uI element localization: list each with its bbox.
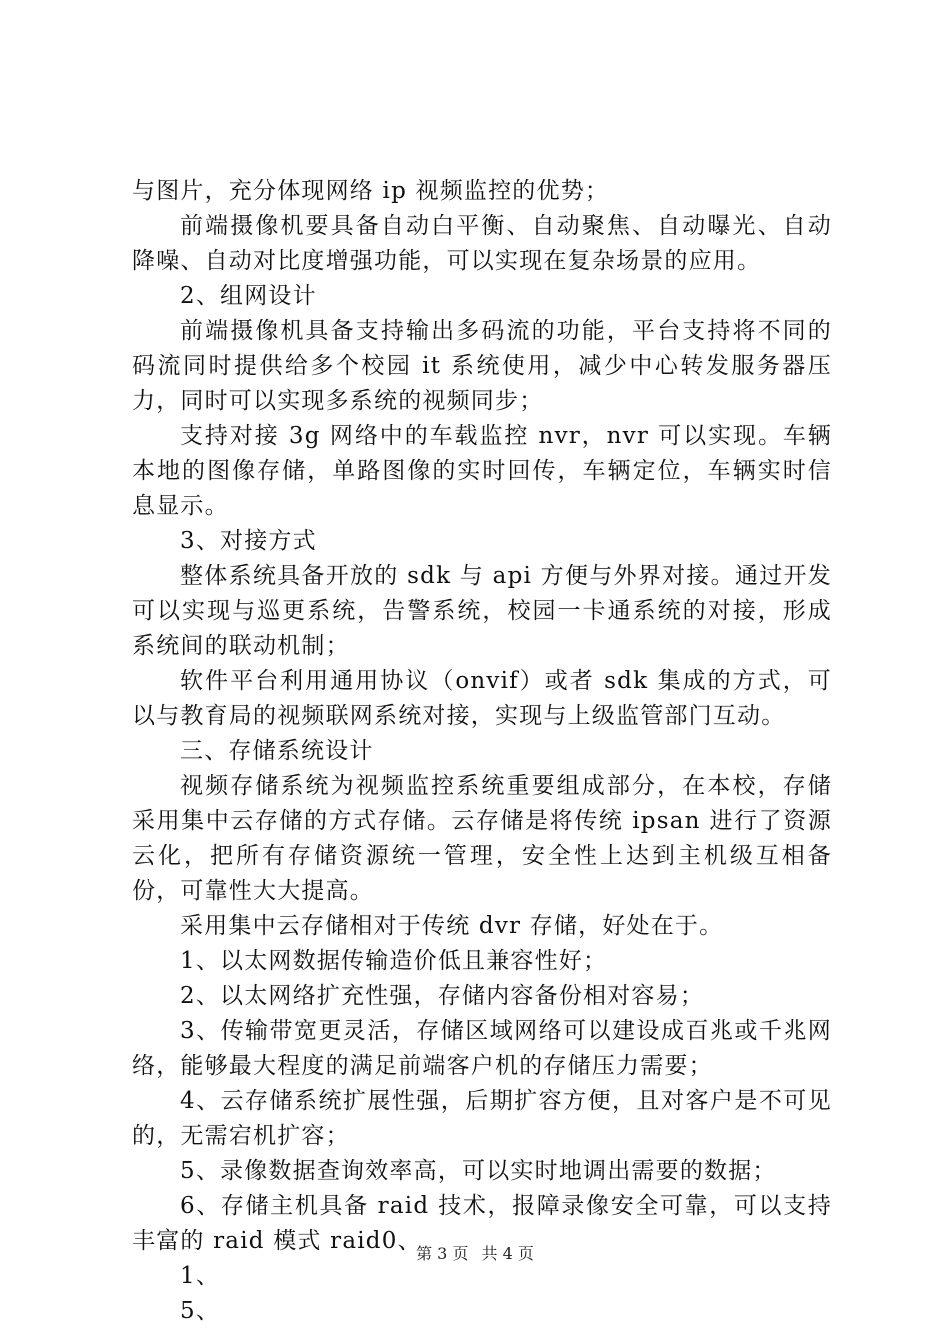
paragraph: 与图片，充分体现网络 ip 视频监控的优势； — [132, 178, 610, 204]
list-item: 6、存储主机具备 raid 技术，报障录像安全可靠，可以支持丰富的 raid 模式 raid0、 — [132, 1193, 832, 1254]
paragraph: 软件平台利用通用协议（onvif）或者 sdk 集成的方式，可以与教育局的视频联网系统对接，实现与上级监管部门互动。 — [132, 668, 832, 729]
paragraph: 整体系统具备开放的 sdk 与 api 方便与外界对接。通过开发可以实现与巡更系统，告警系统，校园一卡通系统的对接，形成系统间的联动机制； — [132, 563, 832, 659]
paragraph: 采用集中云存储相对于传统 dvr 存储，好处在于。 — [180, 913, 724, 939]
section-heading: 三、存储系统设计 — [180, 738, 374, 764]
paragraph: 支持对接 3g 网络中的车载监控 nvr，nvr 可以实现。车辆本地的图像存储，单路图像的实时回传，车辆定位，车辆实时信息显示。 — [132, 423, 832, 519]
paragraph: 视频存储系统为视频监控系统重要组成部分，在本校，存储采用集中云存储的方式存储。云存储是将传统 ipsan 进行了资源云化，把所有存储资源统一管理，安全性上达到主机级互相备份，可靠性大大提高。 — [132, 773, 832, 904]
list-item: 4、云存储系统扩展性强，后期扩容方便，且对客户是不可见的，无需宕机扩容； — [132, 1088, 832, 1149]
list-item: 5、录像数据查询效率高，可以实时地调出需要的数据； — [180, 1158, 777, 1184]
section-heading: 2、组网设计 — [180, 283, 317, 309]
page-footer — [0, 1244, 950, 1264]
list-item: 3、传输带宽更灵活，存储区域网络可以建设成百兆或千兆网络，能够最大程度的满足前端客户机的存储压力需要； — [132, 1018, 832, 1079]
paragraph: 前端摄像机要具备自动白平衡、自动聚焦、自动曝光、自动降噪、自动对比度增强功能，可以实现在复杂场景的应用。 — [132, 213, 832, 274]
list-item: 5、 — [180, 1298, 221, 1324]
paragraph: 前端摄像机具备支持输出多码流的功能，平台支持将不同的码流同时提供给多个校园 it 系统使用，减少中心转发服务器压力，同时可以实现多系统的视频同步； — [132, 318, 832, 414]
document-body — [132, 174, 832, 1329]
section-heading: 3、对接方式 — [180, 528, 317, 554]
list-item: 2、以太网络扩充性强，存储内容备份相对容易； — [180, 983, 705, 1009]
page-number: 第 3 页 — [416, 1244, 469, 1263]
page-total: 共 4 页 — [481, 1244, 534, 1263]
list-item: 1、 — [180, 1263, 221, 1289]
list-item: 1、以太网数据传输造价低且兼容性好； — [180, 948, 608, 974]
